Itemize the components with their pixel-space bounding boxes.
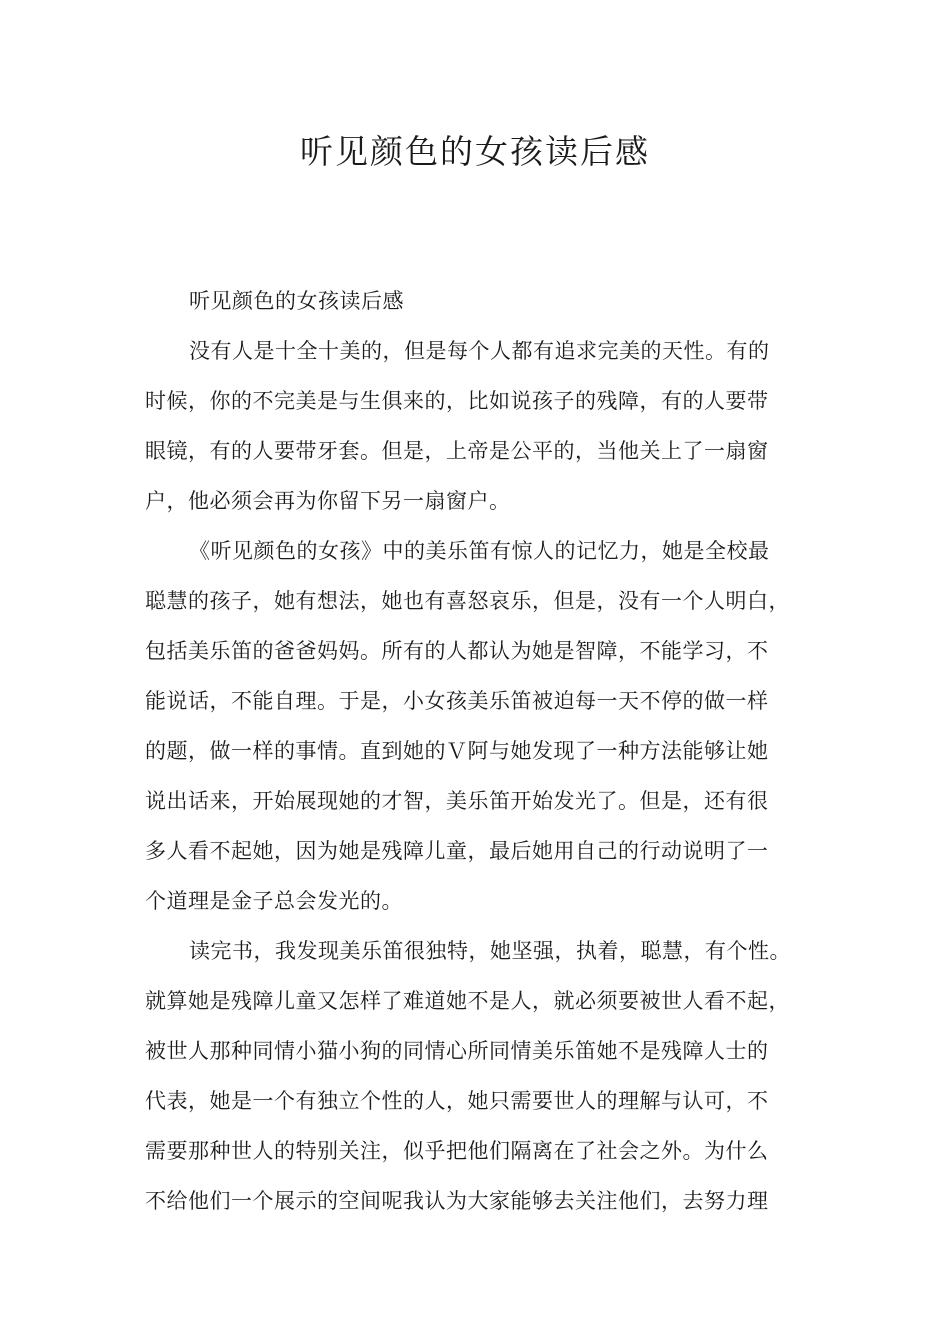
paragraph-1-line-3: 眼镜，有的人要带牙套。但是，上帝是公平的，当他关上了一扇窗 [145,439,769,463]
paragraph-2-line-7: 多人看不起她，因为她是残障儿童，最后她用自己的行动说明了一 [145,839,769,863]
paragraph-2-line-8: 个道理是金子总会发光的。 [145,889,403,913]
paragraph-1-line-2: 时候，你的不完美是与生俱来的，比如说孩子的残障，有的人要带 [145,389,769,413]
paragraph-3-line-4: 代表，她是一个有独立个性的人，她只需要世人的理解与认可，不 [145,1089,769,1113]
document-title: 听见颜色的女孩读后感 [300,132,650,171]
document-body [145,281,825,1231]
paragraph-2-line-5: 的题，做一样的事情。直到她的Ｖ阿与她发现了一种方法能够让她 [145,739,769,763]
paragraph-2-line-6: 说出话来，开始展现她的才智，美乐笛开始发光了。但是，还有很 [145,789,769,813]
paragraph-3-line-2: 就算她是残障儿童又怎样了难道她不是人，就必须要被世人看不起， [145,989,790,1013]
paragraph-3-line-3: 被世人那种同情小猫小狗的同情心所同情美乐笛她不是残障人士的 [145,1039,769,1063]
paragraph-3-line-1: 读完书，我发现美乐笛很独特，她坚强，执着，聪慧，有个性。 [189,939,791,963]
paragraph-1-line-1: 没有人是十全十美的，但是每个人都有追求完美的天性。有的 [189,339,770,363]
subtitle-line: 听见颜色的女孩读后感 [189,289,404,313]
paragraph-2-line-3: 包括美乐笛的爸爸妈妈。所有的人都认为她是智障，不能学习，不 [145,639,769,663]
paragraph-3-line-6: 不给他们一个展示的空间呢我认为大家能够去关注他们，去努力理 [145,1189,769,1213]
paragraph-2-line-1: 《听见颜色的女孩》中的美乐笛有惊人的记忆力，她是全校最 [189,539,770,563]
paragraph-1-line-4: 户，他必须会再为你留下另一扇窗户。 [145,489,511,513]
paragraph-2-line-4: 能说话，不能自理。于是，小女孩美乐笛被迫每一天不停的做一样 [145,689,769,713]
paragraph-3-line-5: 需要那种世人的特别关注，似乎把他们隔离在了社会之外。为什么 [145,1139,769,1163]
paragraph-2-line-2: 聪慧的孩子，她有想法，她也有喜怒哀乐，但是，没有一个人明白， [145,589,790,613]
